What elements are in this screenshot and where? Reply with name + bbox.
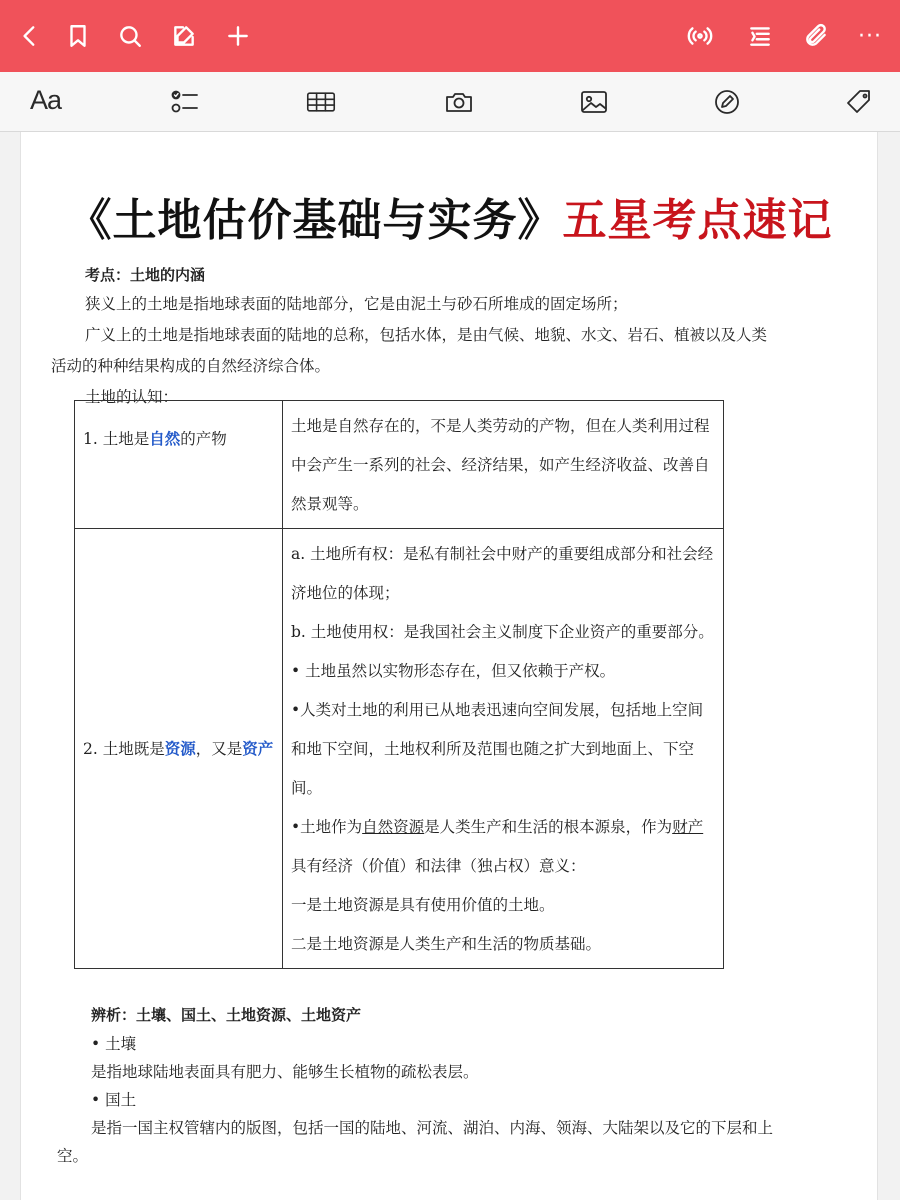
underlined-text: 自然资源 [362, 818, 425, 836]
cell-text: 1. 土地是 [83, 430, 150, 448]
more-label: ··· [858, 23, 882, 49]
paragraph-broad-definition-line1: 广义上的土地是指地球表面的陆地的总称，包括水体，是由气候、地貌、水文、岩石、植被以及人类 [85, 326, 768, 344]
search-icon[interactable] [116, 22, 144, 50]
page-title [21, 184, 878, 248]
title-highlight: 五星考点速记 [562, 195, 833, 246]
cell-text: 二是土地资源是人类生产和生活的物质基础。 [291, 935, 602, 953]
cell-text: 的产物 [180, 430, 227, 448]
cognition-label: 土地的认知： [85, 388, 179, 406]
table-icon[interactable] [306, 88, 336, 116]
table-row [75, 401, 724, 529]
edit-icon[interactable] [170, 22, 198, 50]
camera-icon[interactable] [444, 88, 474, 116]
keyword-highlight: 自然 [149, 429, 181, 448]
cell-text: 一是土地资源是具有使用价值的土地。 [291, 896, 555, 914]
term-soil: • 土壤 [91, 1035, 137, 1053]
back-icon[interactable] [16, 22, 44, 50]
definition-territory-line2: 空。 [57, 1147, 89, 1165]
table-cell [283, 529, 724, 969]
checklist-icon[interactable] [170, 88, 200, 116]
top-app-bar [0, 0, 900, 72]
keyword-highlight: 资源 [164, 738, 196, 758]
cell-text: •人类对土地的利用已从地表迅速向空间发展，包括地上空间和地下空间，土地权利所及范围也随之扩大到地面上、下空间。 [291, 701, 704, 797]
cell-text: ，又是 [195, 739, 243, 758]
font-format-label: Aa [30, 84, 62, 115]
title-main: 《土地估价基础与实务》 [67, 195, 563, 246]
pencil-icon[interactable] [712, 88, 742, 116]
document-page [20, 132, 878, 1200]
cell-text [291, 808, 715, 886]
cell-text: 土地是自然存在的，不是人类劳动的产物，但在人类利用过程中会产生一系列的社会、经济结果，如产生经济收益、改善自然景观等。 [291, 417, 710, 513]
definition-soil: 是指地球陆地表面具有肥力、能够生长植物的疏松表层。 [91, 1063, 479, 1081]
land-cognition-table [74, 400, 724, 969]
outline-icon[interactable] [746, 22, 774, 50]
table-row [75, 529, 724, 969]
cell-text: 2. 土地既是 [83, 739, 165, 758]
table-cell [75, 529, 283, 969]
plus-icon[interactable] [224, 22, 252, 50]
paragraph-narrow-definition: 狭义上的土地是指地球表面的陆地部分，它是由泥土与砂石所堆成的固定场所； [85, 295, 628, 313]
cell-text: • 土地虽然以实物形态存在，但又依赖于产权。 [291, 662, 616, 680]
bookmark-icon[interactable] [64, 22, 92, 50]
cell-text: •土地作为 [291, 818, 363, 836]
font-format-button[interactable] [30, 86, 61, 114]
table-cell [283, 401, 724, 529]
image-icon[interactable] [579, 88, 609, 116]
broadcast-icon[interactable] [686, 22, 714, 50]
format-toolbar [0, 72, 900, 132]
keyword-highlight: 资产 [242, 738, 274, 758]
section-heading: 考点：土地的内涵 [85, 266, 206, 284]
cell-text: b. 土地使用权：是我国社会主义制度下企业资产的重要部分。 [291, 623, 714, 641]
underlined-text: 财产 [672, 818, 704, 836]
cell-text: 是人类生产和生活的根本源泉，作为 [424, 818, 673, 836]
paragraph-broad-definition-line2: 活动的种种结果构成的自然经济综合体。 [51, 357, 331, 375]
tag-icon[interactable] [844, 88, 874, 116]
more-icon[interactable] [856, 22, 884, 50]
definition-territory-line1: 是指一国主权管辖内的版图，包括一国的陆地、河流、湖泊、内海、领海、大陆架以及它的下层和上 [91, 1119, 774, 1137]
attachment-icon[interactable] [802, 22, 830, 50]
cell-text: 具有经济（价值）和法律（独占权）意义： [291, 857, 586, 875]
section-heading: 辨析：土壤、国土、土地资源、土地资产 [91, 1006, 362, 1024]
term-territory: • 国土 [91, 1091, 137, 1109]
table-cell [75, 401, 283, 529]
cell-text: a. 土地所有权：是私有制社会中财产的重要组成部分和社会经济地位的体现； [291, 545, 714, 602]
